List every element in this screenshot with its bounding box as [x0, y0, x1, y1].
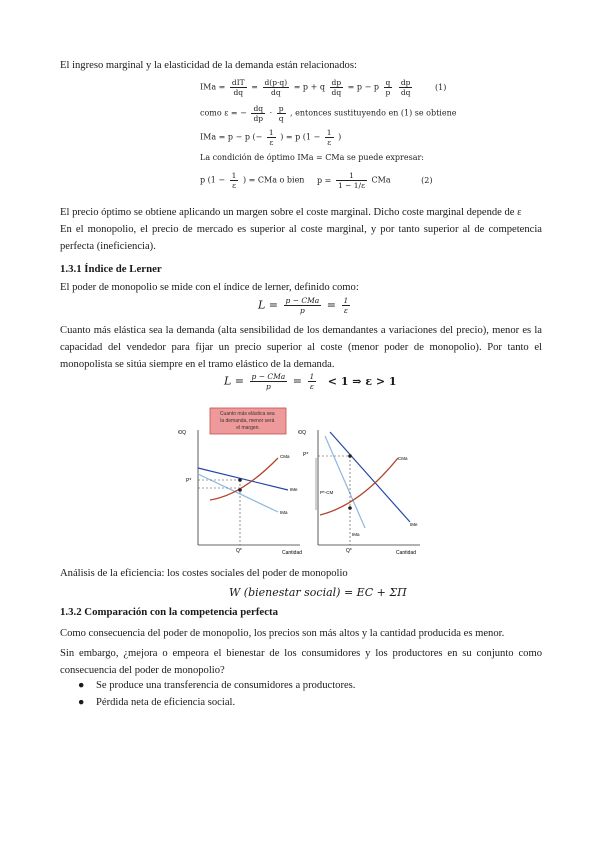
eq-text: IMa =	[200, 82, 226, 92]
lerner-intro: El poder de monopolio se mide con el índice de lerner, definido como:	[60, 282, 359, 293]
eq-text: =	[251, 82, 258, 92]
eq-text: )	[338, 132, 342, 142]
bullet-item: Pérdida neta de eficiencia social.	[96, 697, 236, 708]
math-text: L =	[258, 298, 279, 312]
left-ime-label: IMe	[290, 487, 298, 492]
fraction: $\frac{dp}{dq}$	[400, 78, 411, 97]
fraction: $\frac{\text{p − CMa}}{p}$	[285, 296, 320, 315]
right-p-label: P*	[303, 452, 309, 458]
eq-text: como ε = −	[200, 108, 247, 118]
left-optimum-point	[238, 488, 242, 492]
bullet-dot: ●	[78, 680, 85, 691]
heading-132: 1.3.2 Comparación con la competencia perfecta	[60, 606, 278, 618]
right-marginal-cost-curve	[320, 458, 398, 515]
left-p-label: P*	[186, 478, 192, 484]
callout-text: Cuanto más elástica sea la demanda, menor será el margen.	[219, 411, 275, 431]
lerner-formula	[258, 296, 352, 315]
eq-text: ) = CMa o bien	[243, 175, 305, 185]
right-gap-label: P*-CM	[320, 490, 334, 495]
math-text: =	[326, 298, 336, 312]
eq-text: = p + q	[293, 82, 325, 92]
math-text: =	[292, 374, 302, 388]
right-y-label: €/Q	[298, 430, 307, 436]
fraction: $\frac{\text{dIT}}{dq}$	[231, 78, 245, 97]
comparacion-para-1: Como consecuencia del poder de monopolio, los precios son más altos y la cantidad producida es menor.	[60, 628, 505, 639]
fraction: $\frac{1}{1 - 1/\varepsilon}$	[337, 171, 365, 190]
welfare-formula: W (bienestar social) = EC + ΣΠ	[229, 586, 407, 599]
right-ime-label: IMe	[410, 522, 418, 527]
right-optimum-point	[348, 506, 352, 510]
eq-text: p =	[317, 175, 332, 185]
comparacion-para-2: Sin embargo, ¿mejora o empeora el bienestar de los consumidores y los productores en su conjunto como consecuencia del poder de monopolio?	[60, 648, 542, 676]
fraction: $\frac{1}{\varepsilon}$	[309, 372, 315, 391]
eq-tag: (2)	[421, 175, 433, 185]
math-text: L =	[224, 374, 245, 388]
derivation-line-3	[200, 128, 341, 147]
derivation-line-1	[200, 78, 446, 97]
derivation-line-2	[200, 104, 456, 123]
fraction: $\frac{dq}{dp}$	[253, 104, 264, 123]
eq-text: IMa = p − p	[200, 132, 250, 142]
left-price-point	[238, 478, 242, 482]
eq-tag: (1)	[435, 82, 447, 92]
para-optimo: El precio óptimo se obtiene aplicando un margen sobre el coste marginal. Dicho coste marginal depende de ε	[60, 207, 522, 218]
right-x-label: Cantidad	[396, 550, 417, 556]
left-q-label: Q*	[236, 548, 242, 554]
fraction: $\frac{1}{\varepsilon}$	[343, 296, 349, 315]
right-price-point	[348, 454, 352, 458]
eficiencia-text: Análisis de la eficiencia: los costes sociales del poder de monopolio	[60, 568, 348, 579]
eq-text: ) = p	[280, 132, 301, 142]
eq-text: CMa	[371, 175, 391, 185]
derivation-line-5	[200, 171, 433, 190]
fraction: $\frac{1}{\varepsilon}$	[231, 171, 237, 190]
eq-text: (1 −	[302, 132, 321, 142]
bullet-item: Se produce una transferencia de consumidores a productores.	[96, 680, 356, 691]
fraction: $\frac{p}{q}$	[278, 104, 284, 123]
fraction: $\frac{q}{p}$	[385, 78, 391, 97]
eq-text: ·	[269, 108, 273, 118]
math-text: < 1 ⇒ ε > 1	[327, 374, 397, 388]
fraction: $\frac{\text{p − CMa}}{p}$	[251, 372, 286, 391]
left-y-label: €/Q	[178, 430, 187, 436]
fraction: $\frac{1}{\varepsilon}$	[268, 128, 274, 147]
left-x-label: Cantidad	[282, 550, 303, 556]
lerner-formula-2	[224, 372, 397, 391]
right-cma-label: CMa	[398, 456, 408, 461]
right-q-label: Q*	[346, 548, 352, 554]
right-demand-line	[330, 432, 410, 522]
derivation-line-4: La condición de óptimo IMa = CMa se puede expresar:	[200, 153, 425, 162]
fraction: $\frac{dp}{dq}$	[331, 78, 342, 97]
bullet-dot: ●	[78, 697, 85, 708]
fraction: $\frac{1}{\varepsilon}$	[326, 128, 332, 147]
heading-131: 1.3.1 Índice de Lerner	[60, 263, 162, 275]
right-ima-label: IMa	[352, 532, 360, 537]
intro-text: El ingreso marginal y la elasticidad de la demanda están relacionados:	[60, 60, 357, 71]
eq-text: (−	[252, 132, 263, 142]
lerner-para: Cuanto más elástica sea la demanda (alta sensibilidad de los demandantes a variaciones del precio), menor es la capacidad del vendedor para fijar un precio superior al coste (menor poder de monopolio). Por tanto el monopolista se sitúa siempre en el tramo elástico de la demanda.	[60, 325, 542, 370]
monopoly-figure	[170, 400, 430, 560]
fraction: $\frac{d(p\cdot q)}{dq}$	[264, 78, 288, 97]
left-ima-label: IMa	[280, 510, 288, 515]
left-cma-label: CMa	[280, 454, 290, 459]
eq-text: , entonces sustituyendo en (1) se obtiene	[290, 108, 457, 118]
eq-text: = p − p	[347, 82, 379, 92]
right-marginal-revenue-line	[325, 436, 365, 528]
eq-text: p (1 −	[200, 175, 226, 185]
para-monopolio: En el monopolio, el precio de mercado es superior al coste marginal, y por tanto superior al de competencia perfecta (ineficiencia).	[60, 224, 542, 252]
